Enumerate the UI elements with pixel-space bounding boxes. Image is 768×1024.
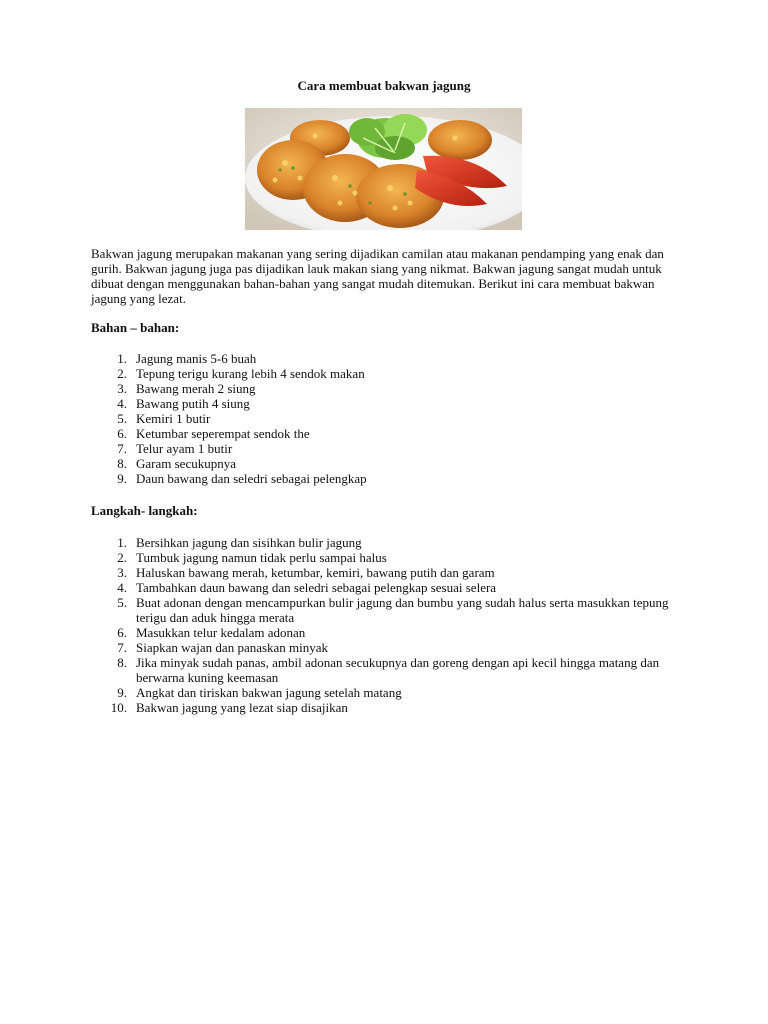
list-item bbox=[91, 396, 691, 411]
list-item-text: Bawang merah 2 siung bbox=[136, 381, 256, 396]
food-photo bbox=[245, 108, 522, 230]
page-title: Cara membuat bakwan jagung bbox=[297, 78, 471, 93]
list-item-text: Jagung manis 5-6 buah bbox=[136, 351, 257, 366]
list-item bbox=[91, 550, 691, 565]
list-item-text: Angkat dan tiriskan bakwan jagung setelah matang bbox=[136, 685, 402, 700]
list-item-text: Bersihkan jagung dan sisihkan bulir jagung bbox=[136, 535, 362, 550]
list-item-text: Telur ayam 1 butir bbox=[136, 441, 233, 456]
fritter-back-right bbox=[428, 120, 492, 160]
list-number: 9. bbox=[117, 471, 127, 486]
list-item bbox=[91, 625, 691, 640]
list-item bbox=[91, 535, 691, 550]
list-number: 10. bbox=[110, 700, 127, 715]
list-item-text: Buat adonan dengan mencampurkan bulir jagung dan bumbu yang sudah halus serta masukkan tepung terigu dan aduk hingga merata bbox=[136, 595, 669, 625]
list-item-text: Tambahkan daun bawang dan seledri sebagai pelengkap sesuai selera bbox=[136, 580, 497, 595]
list-item bbox=[91, 441, 691, 456]
steps-heading: Langkah- langkah: bbox=[91, 503, 198, 518]
list-number: 4. bbox=[117, 580, 127, 595]
list-item bbox=[91, 565, 691, 580]
list-number: 6. bbox=[117, 625, 127, 640]
list-number: 2. bbox=[117, 366, 127, 381]
list-number: 1. bbox=[117, 351, 127, 366]
list-number: 9. bbox=[117, 685, 127, 700]
list-number: 7. bbox=[117, 640, 127, 655]
list-number: 5. bbox=[117, 595, 127, 610]
list-number: 1. bbox=[117, 535, 127, 550]
list-item-text: Haluskan bawang merah, ketumbar, kemiri, bawang putih dan garam bbox=[136, 565, 495, 580]
list-item-text: Bakwan jagung yang lezat siap disajikan bbox=[136, 700, 348, 715]
list-item-text: Daun bawang dan seledri sebagai pelengkap bbox=[136, 471, 367, 486]
list-item bbox=[91, 456, 691, 471]
list-number: 4. bbox=[117, 396, 127, 411]
list-item-text: Bawang putih 4 siung bbox=[136, 396, 250, 411]
list-number: 8. bbox=[117, 655, 127, 670]
list-item bbox=[91, 700, 691, 715]
list-number: 2. bbox=[117, 550, 127, 565]
list-item-text: Jika minyak sudah panas, ambil adonan secukupnya dan goreng dengan api kecil hingga matang dan berwarna kuning keemasan bbox=[136, 655, 660, 685]
list-item-text: Tumbuk jagung namun tidak perlu sampai halus bbox=[136, 550, 387, 565]
list-item-text: Siapkan wajan dan panaskan minyak bbox=[136, 640, 329, 655]
list-number: 6. bbox=[117, 426, 127, 441]
list-item bbox=[91, 426, 691, 441]
list-item bbox=[91, 655, 691, 685]
list-item-text: Ketumbar seperempat sendok the bbox=[136, 426, 310, 441]
list-item bbox=[91, 595, 691, 625]
intro-paragraph: Bakwan jagung merupakan makanan yang sering dijadikan camilan atau makanan pendamping yang enak dan gurih. Bakwan jagung juga pas dijadikan lauk makan siang yang nikmat. Bakwan jagung sangat mudah untuk dibuat dengan menggunakan bahan-bahan yang sangat mudah ditemukan. Berikut ini cara membuat bakwan jagung yang lezat. bbox=[91, 246, 664, 306]
list-number: 8. bbox=[117, 456, 127, 471]
list-number: 3. bbox=[117, 565, 127, 580]
ingredients-list bbox=[91, 351, 691, 486]
list-item-text: Kemiri 1 butir bbox=[136, 411, 211, 426]
list-number: 5. bbox=[117, 411, 127, 426]
list-item bbox=[91, 471, 691, 486]
list-item bbox=[91, 580, 691, 595]
list-item-text: Tepung terigu kurang lebih 4 sendok makan bbox=[136, 366, 365, 381]
list-item-text: Garam secukupnya bbox=[136, 456, 236, 471]
ingredients-heading: Bahan – bahan: bbox=[91, 320, 180, 335]
list-item bbox=[91, 381, 691, 396]
list-item-text: Masukkan telur kedalam adonan bbox=[136, 625, 306, 640]
bakwan-plate-illustration bbox=[245, 108, 522, 230]
list-number: 7. bbox=[117, 441, 127, 456]
list-item bbox=[91, 685, 691, 700]
list-item bbox=[91, 366, 691, 381]
steps-list bbox=[91, 535, 691, 715]
list-item bbox=[91, 351, 691, 366]
list-number: 3. bbox=[117, 381, 127, 396]
list-item bbox=[91, 640, 691, 655]
list-item bbox=[91, 411, 691, 426]
